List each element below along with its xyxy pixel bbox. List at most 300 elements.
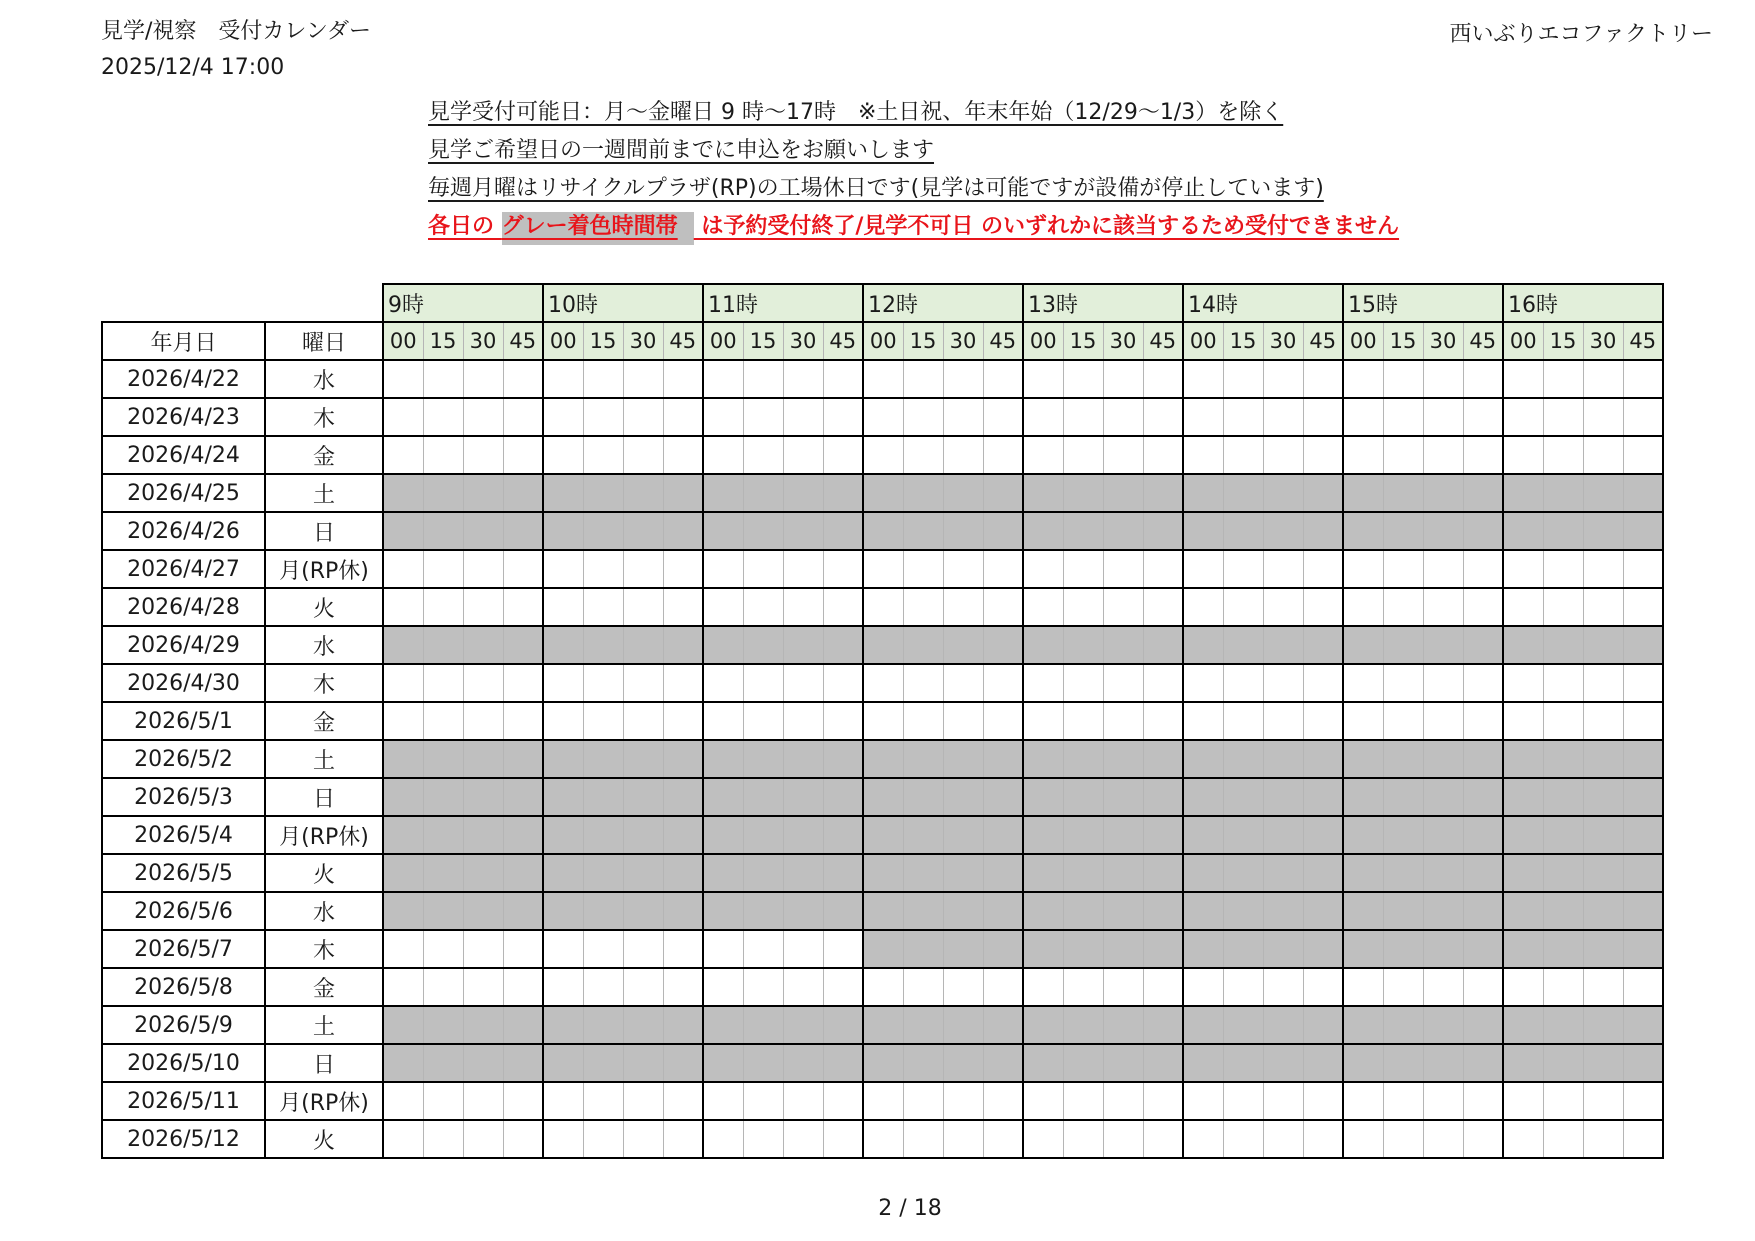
time-slot-closed: [983, 854, 1023, 892]
time-slot-closed: [983, 778, 1023, 816]
time-slot-closed: [1303, 816, 1343, 854]
time-slot-closed: [1623, 474, 1663, 512]
weekday-cell: 土: [265, 1006, 383, 1044]
time-slot-available: [1623, 360, 1663, 398]
time-slot-available: [1343, 398, 1383, 436]
time-slot-closed: [1343, 930, 1383, 968]
time-slot-closed: [1383, 626, 1423, 664]
time-slot-closed: [1383, 930, 1423, 968]
time-slot-available: [503, 664, 543, 702]
time-slot-available: [1303, 1120, 1343, 1158]
time-slot-available: [1543, 1120, 1583, 1158]
time-slot-closed: [1143, 816, 1183, 854]
time-slot-available: [1463, 550, 1503, 588]
time-slot-closed: [1303, 626, 1343, 664]
time-slot-available: [623, 702, 663, 740]
time-slot-available: [583, 550, 623, 588]
time-slot-available: [903, 398, 943, 436]
time-slot-available: [1383, 664, 1423, 702]
time-slot-closed: [623, 892, 663, 930]
time-slot-available: [783, 1082, 823, 1120]
time-slot-available: [1503, 588, 1543, 626]
time-slot-available: [1103, 664, 1143, 702]
time-slot-available: [703, 930, 743, 968]
time-slot-closed: [823, 892, 863, 930]
time-slot-available: [1623, 588, 1663, 626]
time-slot-closed: [1503, 854, 1543, 892]
time-slot-closed: [1063, 740, 1103, 778]
time-slot-available: [1463, 702, 1503, 740]
time-slot-closed: [383, 1044, 423, 1082]
time-slot-available: [1463, 1082, 1503, 1120]
time-slot-available: [1023, 398, 1063, 436]
time-slot-available: [943, 588, 983, 626]
time-slot-available: [1463, 398, 1503, 436]
time-slot-closed: [1223, 740, 1263, 778]
time-slot-closed: [983, 1006, 1023, 1044]
time-slot-available: [623, 930, 663, 968]
time-slot-closed: [1143, 892, 1183, 930]
time-slot-available: [1263, 550, 1303, 588]
time-slot-closed: [823, 1006, 863, 1044]
time-slot-closed: [423, 474, 463, 512]
time-slot-available: [1143, 588, 1183, 626]
weekday-cell: 木: [265, 930, 383, 968]
time-slot-closed: [1543, 930, 1583, 968]
calendar-row: [102, 474, 1663, 512]
time-slot-available: [1103, 968, 1143, 1006]
time-slot-closed: [1503, 512, 1543, 550]
time-slot-closed: [1463, 474, 1503, 512]
hour-header: 13時: [1023, 284, 1183, 322]
time-slot-closed: [983, 1044, 1023, 1082]
time-slot-available: [623, 588, 663, 626]
time-slot-closed: [1423, 626, 1463, 664]
time-slot-closed: [1183, 892, 1223, 930]
time-slot-available: [1343, 436, 1383, 474]
time-slot-closed: [1263, 626, 1303, 664]
time-slot-available: [423, 930, 463, 968]
time-slot-available: [583, 398, 623, 436]
time-slot-available: [1143, 550, 1183, 588]
time-slot-closed: [1623, 1006, 1663, 1044]
minute-header: 30: [943, 322, 983, 360]
time-slot-available: [1583, 1120, 1623, 1158]
time-slot-closed: [543, 778, 583, 816]
minute-header: 30: [1583, 322, 1623, 360]
time-slot-closed: [663, 512, 703, 550]
time-slot-available: [1223, 436, 1263, 474]
time-slot-available: [1023, 664, 1063, 702]
time-slot-closed: [543, 474, 583, 512]
time-slot-available: [1623, 1120, 1663, 1158]
calendar-row: [102, 740, 1663, 778]
time-slot-closed: [1023, 1006, 1063, 1044]
time-slot-available: [1303, 588, 1343, 626]
time-slot-closed: [1343, 512, 1383, 550]
time-slot-closed: [1103, 1006, 1143, 1044]
time-slot-available: [783, 968, 823, 1006]
time-slot-closed: [1263, 1044, 1303, 1082]
time-slot-closed: [823, 854, 863, 892]
time-slot-available: [1303, 550, 1343, 588]
time-slot-available: [1543, 436, 1583, 474]
time-slot-closed: [903, 930, 943, 968]
time-slot-available: [463, 550, 503, 588]
time-slot-available: [503, 968, 543, 1006]
calendar-row: [102, 1006, 1663, 1044]
weekday-cell: 木: [265, 398, 383, 436]
time-slot-closed: [463, 740, 503, 778]
calendar-row: [102, 778, 1663, 816]
time-slot-closed: [1543, 778, 1583, 816]
time-slot-available: [383, 702, 423, 740]
minute-header: 15: [1223, 322, 1263, 360]
weekday-cell: 土: [265, 474, 383, 512]
time-slot-available: [423, 968, 463, 1006]
time-slot-available: [1143, 968, 1183, 1006]
time-slot-available: [1103, 436, 1143, 474]
time-slot-closed: [1623, 1044, 1663, 1082]
time-slot-closed: [663, 816, 703, 854]
minute-header: 30: [1263, 322, 1303, 360]
time-slot-closed: [1063, 1044, 1103, 1082]
time-slot-closed: [1023, 474, 1063, 512]
time-slot-available: [543, 398, 583, 436]
time-slot-closed: [463, 1006, 503, 1044]
time-slot-closed: [823, 512, 863, 550]
hour-header: 11時: [703, 284, 863, 322]
time-slot-available: [1063, 398, 1103, 436]
time-slot-available: [663, 1120, 703, 1158]
time-slot-closed: [743, 816, 783, 854]
time-slot-available: [1343, 360, 1383, 398]
time-slot-available: [1383, 398, 1423, 436]
time-slot-available: [1183, 702, 1223, 740]
time-slot-closed: [783, 1006, 823, 1044]
time-slot-available: [623, 968, 663, 1006]
time-slot-closed: [1423, 892, 1463, 930]
time-slot-available: [1383, 550, 1423, 588]
time-slot-closed: [983, 930, 1023, 968]
calendar-row: [102, 816, 1663, 854]
weekday-cell: 火: [265, 854, 383, 892]
time-slot-available: [383, 550, 423, 588]
time-slot-closed: [903, 740, 943, 778]
weekday-cell: 火: [265, 588, 383, 626]
time-slot-closed: [863, 512, 903, 550]
time-slot-available: [703, 550, 743, 588]
time-slot-available: [1223, 968, 1263, 1006]
time-slot-closed: [463, 892, 503, 930]
minute-header: 15: [903, 322, 943, 360]
time-slot-closed: [1583, 1006, 1623, 1044]
time-slot-available: [703, 436, 743, 474]
time-slot-closed: [423, 1044, 463, 1082]
time-slot-closed: [1383, 512, 1423, 550]
time-slot-available: [1023, 1120, 1063, 1158]
time-slot-available: [503, 360, 543, 398]
time-slot-closed: [1543, 512, 1583, 550]
weekday-cell: 金: [265, 436, 383, 474]
time-slot-available: [823, 664, 863, 702]
time-slot-closed: [1263, 512, 1303, 550]
minute-header: 45: [1463, 322, 1503, 360]
time-slot-available: [503, 436, 543, 474]
organization-name: 西いぶりエコファクトリー: [1449, 22, 1713, 47]
time-slot-available: [1143, 1120, 1183, 1158]
calendar-row: [102, 702, 1663, 740]
time-slot-closed: [903, 626, 943, 664]
time-slot-closed: [863, 740, 903, 778]
time-slot-available: [863, 398, 903, 436]
time-slot-available: [583, 1082, 623, 1120]
time-slot-closed: [1103, 854, 1143, 892]
time-slot-closed: [863, 1044, 903, 1082]
time-slot-available: [1543, 1082, 1583, 1120]
time-slot-available: [1063, 664, 1103, 702]
time-slot-available: [743, 1082, 783, 1120]
calendar-row: [102, 854, 1663, 892]
time-slot-available: [1023, 360, 1063, 398]
time-slot-closed: [1183, 626, 1223, 664]
time-slot-closed: [663, 1006, 703, 1044]
time-slot-closed: [1543, 1044, 1583, 1082]
time-slot-available: [1423, 968, 1463, 1006]
weekday-cell: 水: [265, 360, 383, 398]
time-slot-closed: [1423, 854, 1463, 892]
time-slot-available: [1183, 360, 1223, 398]
minute-header-row: [102, 322, 1663, 360]
date-cell: 2026/5/3: [102, 778, 265, 816]
time-slot-available: [863, 968, 903, 1006]
time-slot-available: [743, 588, 783, 626]
time-slot-closed: [623, 816, 663, 854]
time-slot-available: [1583, 968, 1623, 1006]
time-slot-available: [1423, 360, 1463, 398]
time-slot-available: [1023, 588, 1063, 626]
date-cell: 2026/4/29: [102, 626, 265, 664]
time-slot-available: [1383, 1120, 1423, 1158]
time-slot-closed: [863, 816, 903, 854]
time-slot-available: [663, 702, 703, 740]
hour-header: 16時: [1503, 284, 1663, 322]
time-slot-closed: [943, 626, 983, 664]
time-slot-closed: [1103, 816, 1143, 854]
weekday-cell: 月(RP休): [265, 550, 383, 588]
time-slot-closed: [1223, 930, 1263, 968]
time-slot-closed: [1103, 778, 1143, 816]
weekday-cell: 月(RP休): [265, 816, 383, 854]
time-slot-available: [543, 360, 583, 398]
time-slot-available: [1063, 968, 1103, 1006]
time-slot-closed: [1103, 740, 1143, 778]
time-slot-closed: [543, 892, 583, 930]
time-slot-available: [943, 550, 983, 588]
time-slot-closed: [1103, 892, 1143, 930]
time-slot-available: [663, 398, 703, 436]
time-slot-closed: [383, 892, 423, 930]
time-slot-closed: [903, 1006, 943, 1044]
page-number: 2 / 18: [878, 1196, 942, 1221]
time-slot-available: [623, 360, 663, 398]
time-slot-available: [663, 550, 703, 588]
time-slot-available: [1183, 436, 1223, 474]
hour-header: 9時: [383, 284, 543, 322]
time-slot-closed: [1303, 1044, 1343, 1082]
time-slot-available: [1503, 436, 1543, 474]
time-slot-closed: [823, 740, 863, 778]
time-slot-closed: [1383, 778, 1423, 816]
time-slot-closed: [1343, 626, 1383, 664]
time-slot-closed: [903, 854, 943, 892]
time-slot-available: [1543, 664, 1583, 702]
time-slot-closed: [1503, 626, 1543, 664]
time-slot-closed: [703, 854, 743, 892]
weekday-cell: 木: [265, 664, 383, 702]
time-slot-closed: [703, 778, 743, 816]
time-slot-closed: [743, 474, 783, 512]
minute-header: 15: [423, 322, 463, 360]
time-slot-available: [943, 664, 983, 702]
time-slot-closed: [1583, 512, 1623, 550]
date-cell: 2026/5/10: [102, 1044, 265, 1082]
time-slot-closed: [863, 778, 903, 816]
time-slot-available: [583, 588, 623, 626]
time-slot-available: [383, 398, 423, 436]
time-slot-closed: [383, 474, 423, 512]
time-slot-closed: [1103, 930, 1143, 968]
time-slot-available: [943, 1120, 983, 1158]
calendar-row: [102, 588, 1663, 626]
time-slot-closed: [703, 1044, 743, 1082]
time-slot-available: [1343, 664, 1383, 702]
time-slot-closed: [1503, 1044, 1543, 1082]
time-slot-closed: [623, 512, 663, 550]
time-slot-available: [783, 930, 823, 968]
time-slot-available: [503, 702, 543, 740]
time-slot-closed: [503, 778, 543, 816]
time-slot-closed: [1343, 778, 1383, 816]
time-slot-closed: [1063, 512, 1103, 550]
time-slot-available: [783, 398, 823, 436]
time-slot-available: [1423, 588, 1463, 626]
time-slot-available: [1103, 398, 1143, 436]
time-slot-closed: [863, 854, 903, 892]
time-slot-closed: [1263, 778, 1303, 816]
time-slot-closed: [1263, 740, 1303, 778]
time-slot-closed: [783, 474, 823, 512]
calendar-row: [102, 892, 1663, 930]
time-slot-closed: [1183, 740, 1223, 778]
time-slot-available: [863, 360, 903, 398]
time-slot-closed: [1063, 930, 1103, 968]
time-slot-available: [1023, 436, 1063, 474]
time-slot-closed: [1623, 626, 1663, 664]
time-slot-available: [1103, 360, 1143, 398]
time-slot-closed: [623, 474, 663, 512]
time-slot-available: [1343, 968, 1383, 1006]
time-slot-closed: [423, 816, 463, 854]
time-slot-closed: [463, 816, 503, 854]
time-slot-closed: [783, 512, 823, 550]
time-slot-available: [1303, 968, 1343, 1006]
time-slot-available: [1423, 1082, 1463, 1120]
time-slot-available: [1623, 436, 1663, 474]
date-cell: 2026/5/2: [102, 740, 265, 778]
time-slot-available: [1263, 968, 1303, 1006]
time-slot-closed: [983, 740, 1023, 778]
time-slot-closed: [903, 816, 943, 854]
time-slot-closed: [1383, 474, 1423, 512]
time-slot-closed: [543, 1044, 583, 1082]
time-slot-available: [463, 930, 503, 968]
minute-header: 00: [543, 322, 583, 360]
time-slot-available: [1583, 664, 1623, 702]
time-slot-closed: [1583, 740, 1623, 778]
time-slot-available: [1063, 1082, 1103, 1120]
time-slot-available: [703, 588, 743, 626]
time-slot-closed: [663, 854, 703, 892]
time-slot-closed: [943, 778, 983, 816]
time-slot-available: [863, 550, 903, 588]
reservation-calendar-table: [101, 283, 1664, 1159]
time-slot-closed: [743, 892, 783, 930]
time-slot-available: [1423, 436, 1463, 474]
time-slot-available: [583, 1120, 623, 1158]
time-slot-available: [1463, 968, 1503, 1006]
time-slot-available: [383, 968, 423, 1006]
time-slot-available: [1143, 1082, 1183, 1120]
notice-gray-legend-suffix: は予約受付終了/見学不可日 のいずれかに該当するため受付できません: [693, 214, 1400, 239]
time-slot-closed: [1223, 1006, 1263, 1044]
date-cell: 2026/5/1: [102, 702, 265, 740]
calendar-row: [102, 1082, 1663, 1120]
time-slot-closed: [1623, 816, 1663, 854]
time-slot-closed: [1343, 854, 1383, 892]
time-slot-available: [1063, 702, 1103, 740]
time-slot-available: [1223, 702, 1263, 740]
hour-header: 15時: [1343, 284, 1503, 322]
time-slot-closed: [983, 626, 1023, 664]
calendar-row: [102, 436, 1663, 474]
time-slot-available: [823, 360, 863, 398]
time-slot-closed: [1063, 1006, 1103, 1044]
minute-header: 00: [1503, 322, 1543, 360]
time-slot-available: [1623, 1082, 1663, 1120]
time-slot-available: [703, 1120, 743, 1158]
time-slot-available: [383, 588, 423, 626]
time-slot-closed: [1543, 740, 1583, 778]
time-slot-available: [1103, 1082, 1143, 1120]
time-slot-closed: [903, 892, 943, 930]
time-slot-available: [983, 1120, 1023, 1158]
time-slot-available: [623, 436, 663, 474]
time-slot-closed: [1303, 1006, 1343, 1044]
minute-header: 45: [1143, 322, 1183, 360]
time-slot-available: [1223, 550, 1263, 588]
time-slot-closed: [1583, 778, 1623, 816]
time-slot-available: [1143, 360, 1183, 398]
time-slot-available: [823, 1120, 863, 1158]
time-slot-available: [1103, 1120, 1143, 1158]
date-cell: 2026/5/5: [102, 854, 265, 892]
time-slot-closed: [1263, 892, 1303, 930]
date-cell: 2026/4/24: [102, 436, 265, 474]
time-slot-closed: [583, 1006, 623, 1044]
calendar-row: [102, 398, 1663, 436]
time-slot-available: [1223, 1082, 1263, 1120]
